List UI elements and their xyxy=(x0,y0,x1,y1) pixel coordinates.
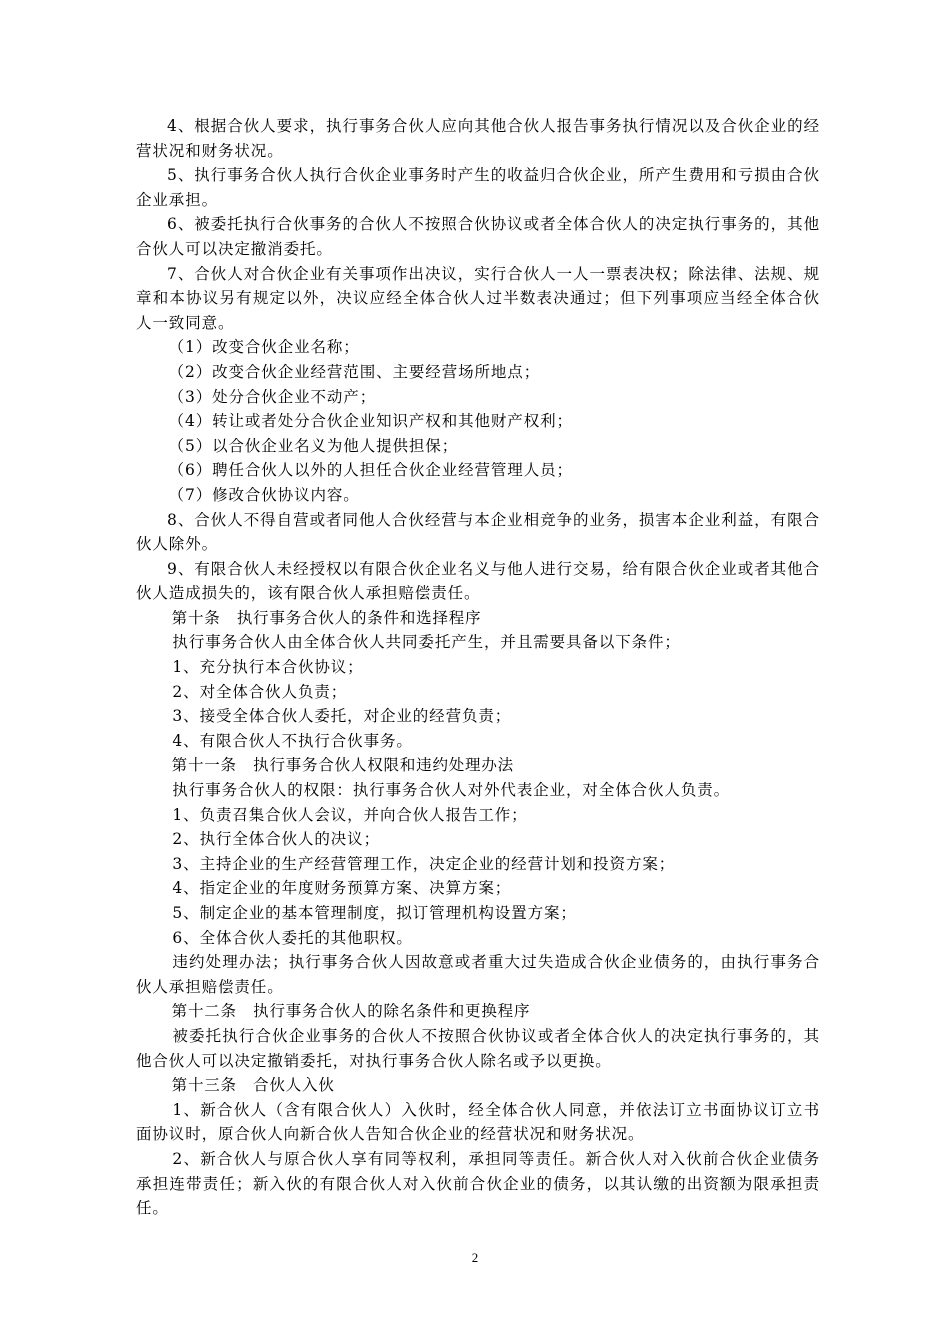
paragraph: 3、接受全体合伙人委托，对企业的经营负责； xyxy=(172,707,512,726)
paragraph: 1、新合伙人（含有限合伙人）入伙时，经全体合伙人同意，并依法订立书面协议订立书面协议时，原合伙人向新合伙人告知合伙企业的经营状况和财务状况。 xyxy=(136,1100,820,1144)
paragraph: 2、新合伙人与原合伙人享有同等权利，承担同等责任。新合伙人对入伙前合伙企业债务承担连带责任；新入伙的有限合伙人对入伙前合伙企业的债务，以其认缴的出资额为限承担责任。 xyxy=(136,1149,820,1218)
paragraph: 3、主持企业的生产经营管理工作，决定企业的经营计划和投资方案； xyxy=(172,854,676,873)
list-item: （1）改变合伙企业名称； xyxy=(168,338,360,357)
paragraph: 违约处理办法；执行事务合伙人因故意或者重大过失造成合伙企业债务的，由执行事务合伙人承担赔偿责任。 xyxy=(136,953,820,996)
article-heading: 第十条 执行事务合伙人的条件和选择程序 xyxy=(171,608,482,627)
page-number: 2 xyxy=(471,1250,479,1265)
paragraph: 2、对全体合伙人负责； xyxy=(172,682,348,701)
paragraph: 5、制定企业的基本管理制度，拟订管理机构设置方案； xyxy=(172,904,577,922)
list-item: （6）聘任合伙人以外的人担任合伙企业经营管理人员； xyxy=(168,461,573,480)
article-heading: 第十一条 执行事务合伙人权限和违约处理办法 xyxy=(171,756,514,775)
list-item: （3）处分合伙企业不动产； xyxy=(168,387,377,406)
paragraph: 执行事务合伙人由全体合伙人共同委托产生，并且需要具备以下条件； xyxy=(172,633,681,652)
paragraph: 4、指定企业的年度财务预算方案、决算方案； xyxy=(172,879,512,898)
paragraph: 2、执行全体合伙人的决议； xyxy=(172,830,380,849)
paragraph: 5、执行事务合伙人执行合伙企业事务时产生的收益归合伙企业，所产生费用和亏损由合伙企业承担。 xyxy=(136,166,820,209)
paragraph: 8、合伙人不得自营或者同他人合伙经营与本企业相竞争的业务，损害本企业利益，有限合伙人除外。 xyxy=(136,510,820,554)
paragraph: 4、有限合伙人不执行合伙事务。 xyxy=(172,731,413,750)
paragraph: 6、全体合伙人委托的其他职权。 xyxy=(172,928,413,947)
article-heading: 第十二条 执行事务合伙人的除名条件和更换程序 xyxy=(171,1002,531,1021)
list-item: （5）以合伙企业名义为他人提供担保； xyxy=(168,436,459,455)
paragraph: 1、负责召集合伙人会议，并向合伙人报告工作； xyxy=(172,805,528,824)
paragraph: 被委托执行合伙企业事务的合伙人不按照合伙协议或者全体合伙人的决定执行事务的，其他合伙人可以决定撤销委托，对执行事务合伙人除名或予以更换。 xyxy=(136,1026,820,1070)
document-body xyxy=(136,114,820,1221)
article-heading: 第十三条 合伙人入伙 xyxy=(171,1076,335,1095)
paragraph: 4、根据合伙人要求，执行事务合伙人应向其他合伙人报告事务执行情况以及合伙企业的经营状况和财务状况。 xyxy=(136,117,820,160)
list-item: （2）改变合伙企业经营范围、主要经营场所地点； xyxy=(168,362,541,381)
list-item: （4）转让或者处分合伙企业知识产权和其他财产权利； xyxy=(168,412,573,431)
paragraph: 7、合伙人对合伙企业有关事项作出决议，实行合伙人一人一票表决权；除法律、法规、规章和本协议另有规定以外，决议应经全体合伙人过半数表决通过；但下列事项应当经全体合伙人一致同意。 xyxy=(136,264,820,332)
paragraph: 执行事务合伙人的权限：执行事务合伙人对外代表企业，对全体合伙人负责。 xyxy=(172,781,731,800)
paragraph: 6、被委托执行合伙事务的合伙人不按照合伙协议或者全体合伙人的决定执行事务的，其他合伙人可以决定撤消委托。 xyxy=(136,215,820,258)
paragraph: 1、充分执行本合伙协议； xyxy=(172,658,364,677)
paragraph: 9、有限合伙人未经授权以有限合伙企业名义与他人进行交易，给有限合伙企业或者其他合伙人造成损失的，该有限合伙人承担赔偿责任。 xyxy=(136,559,820,603)
list-item: （7）修改合伙协议内容。 xyxy=(168,485,360,504)
